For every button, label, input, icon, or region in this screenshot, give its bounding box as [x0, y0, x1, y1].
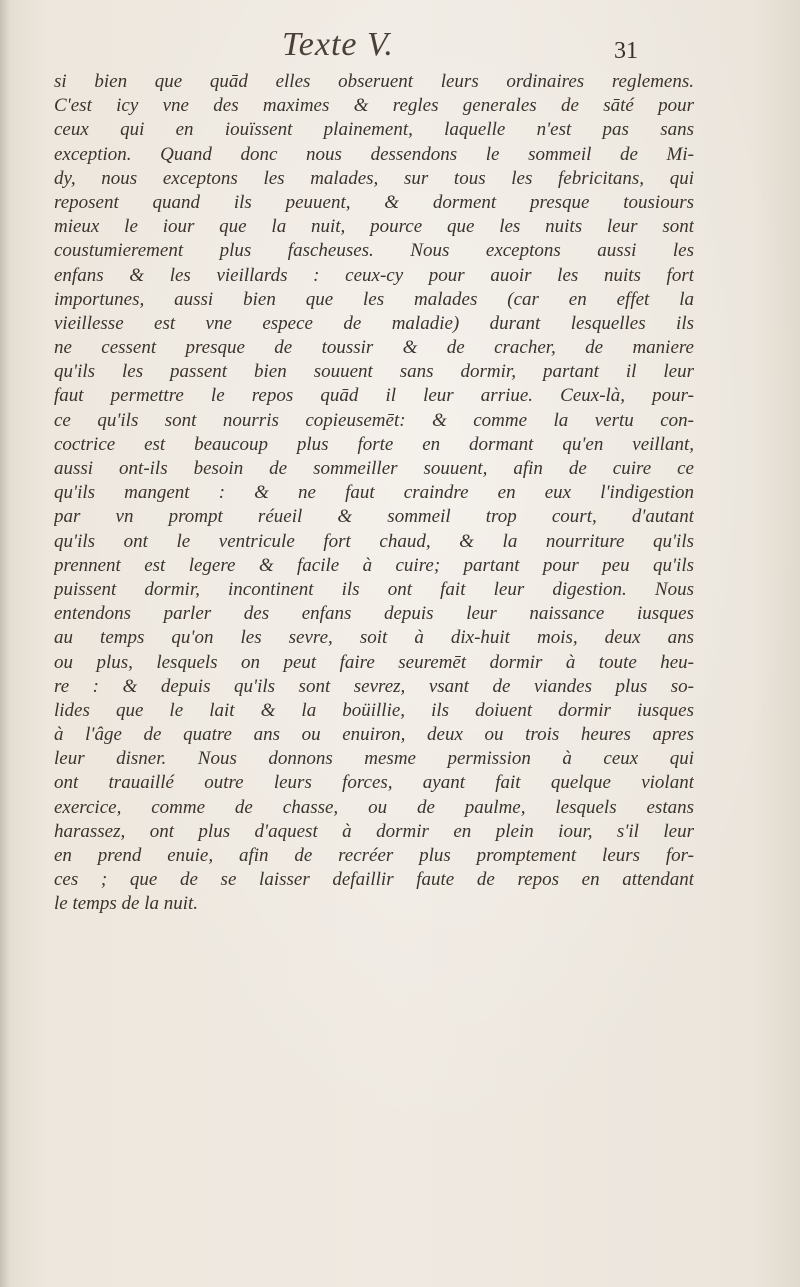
- running-head: Texte V.: [282, 26, 394, 63]
- text-line: mieux le iour que la nuit, pource que les nuits leur sont: [54, 216, 694, 238]
- text-line: en prend enuie, afin de recréer plus promptement leurs for-: [54, 845, 694, 866]
- text-line: si bien que quād elles obseruent leurs ordinaires reglemens.: [54, 71, 694, 92]
- text-line: ont trauaillé outre leurs forces, ayant fait quelque violant: [54, 772, 694, 794]
- text-line: ne cessent presque de toussir & de cracher, de maniere: [54, 337, 694, 359]
- text-line: entendons parler des enfans depuis leur naissance iusques: [54, 603, 694, 625]
- page-header: [0, 22, 800, 70]
- text-line: faut permettre le repos quād il leur arriue. Ceux-là, pour-: [54, 385, 694, 407]
- text-line: exception. Quand donc nous dessendons le sommeil de Mi-: [54, 143, 694, 165]
- page-number: 31: [614, 38, 638, 64]
- page-fold-shadow: [0, 0, 10, 1287]
- text-line: importunes, aussi bien que les malades (car en effet la: [54, 288, 694, 310]
- text-line: qu'ils ont le ventricule fort chaud, & la nourriture qu'ils: [54, 530, 694, 552]
- text-line: au temps qu'on les sevre, soit à dix-huit mois, deux ans: [54, 627, 694, 649]
- text-line: reposent quand ils peuuent, & dorment presque tousiours: [54, 191, 694, 213]
- text-line: re : & depuis qu'ils sont sevrez, vsant de viandes plus so-: [54, 675, 694, 697]
- text-line: le temps de la nuit.: [54, 893, 199, 915]
- text-line: harassez, ont plus d'aquest à dormir en plein iour, s'il leur: [54, 820, 694, 842]
- text-line: par vn prompt réueil & sommeil trop court, d'autant: [54, 506, 694, 528]
- text-line: C'est icy vne des maximes & regles generales de sāté pour: [54, 95, 694, 117]
- text-line: qu'ils mangent : & ne faut craindre en eux l'indigestion: [54, 482, 694, 504]
- text-line: à l'âge de quatre ans ou enuiron, deux ou trois heures apres: [54, 724, 694, 746]
- text-line: coctrice est beaucoup plus forte en dormant qu'en veillant,: [54, 433, 694, 455]
- text-line: ces ; que de se laisser defaillir faute de repos en attendant: [54, 869, 694, 891]
- text-line: ceux qui en iouïssent plainement, laquelle n'est pas sans: [54, 119, 694, 141]
- text-line: ce qu'ils sont nourris copieusemēt: & comme la vertu con-: [54, 409, 694, 431]
- text-line: qu'ils les passent bien souuent sans dormir, partant il leur: [54, 361, 694, 383]
- text-line: aussi ont-ils besoin de sommeiller souuent, afin de cuire ce: [54, 458, 694, 479]
- text-line: lides que le lait & la boüillie, ils doiuent dormir iusques: [54, 699, 694, 721]
- text-line: dy, nous exceptons les malades, sur tous les febricitans, qui: [54, 167, 694, 189]
- text-line: exercice, comme de chasse, ou de paulme, lesquels estans: [54, 796, 694, 818]
- text-line: coustumierement plus fascheuses. Nous exceptons aussi les: [54, 240, 694, 262]
- text-line: ou plus, lesquels on peut faire seuremēt dormir à toute heu-: [54, 651, 694, 673]
- text-line: enfans & les vieillards : ceux-cy pour auoir les nuits fort: [54, 264, 694, 286]
- text-line: prennent est legere & facile à cuire; partant pour peu qu'ils: [54, 554, 694, 576]
- text-line: puissent dormir, incontinent ils ont fait leur digestion. Nous: [54, 578, 694, 600]
- text-line: vieillesse est vne espece de maladie) durant lesquelles ils: [54, 312, 694, 334]
- body-text: [54, 70, 694, 917]
- text-line: leur disner. Nous donnons mesme permission à ceux qui: [54, 748, 694, 770]
